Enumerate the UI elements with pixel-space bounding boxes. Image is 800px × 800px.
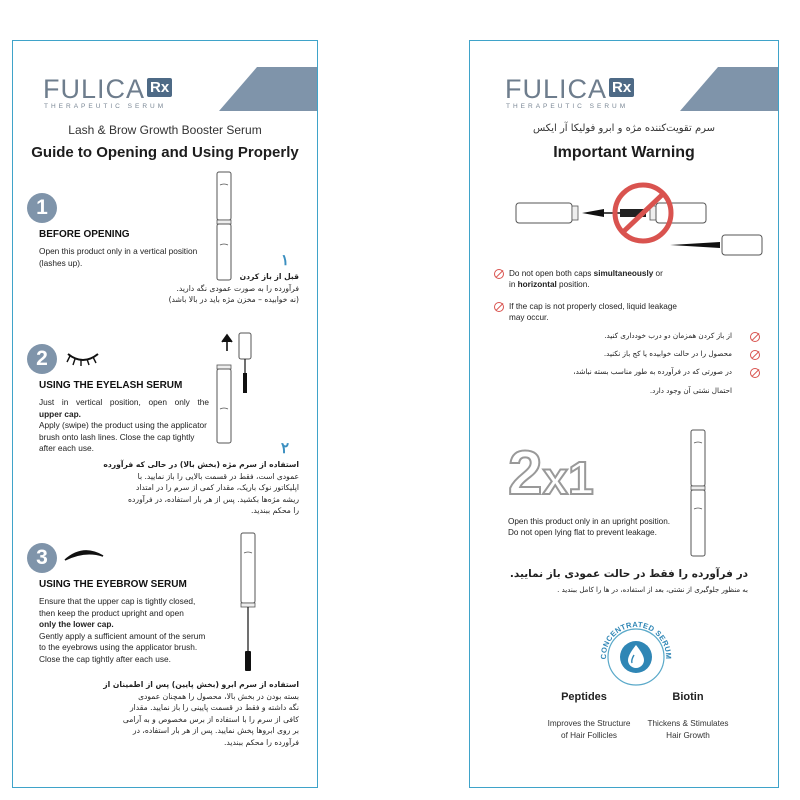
right-subtitle: سرم تقویت‌کننده مژه و ابرو فولیکا آر ایکس [532,123,716,134]
badge-biotin-title: Biotin [672,691,704,703]
no-sign-icon [494,269,504,279]
right-title: Important Warning [553,144,695,161]
brand-rx: Rx [609,78,634,97]
warning-fa-4: احتمال نشتی آن وجود دارد. [649,386,732,395]
step-2-en-text: Just in vertical position, open only the upper cap. Apply (swipe) the product using the applicator brush onto lash lines. Close the cap tightly after each use. [39,397,209,453]
step-3-heading: USING THE EYEBROW SERUM [39,579,187,590]
left-title: Guide to Opening and Using Properly [31,144,299,161]
left-panel [12,40,318,788]
upright-fa-title: در فرآورده را فقط در حالت عمودی باز نمایید. [509,568,748,580]
closed-bottle-illustration [213,171,237,283]
step-3-number: 3 [27,543,57,573]
header-accent-shape [680,67,779,111]
brand-logo [505,74,634,110]
badge-biotin-desc: Thickens & Stimulates Hair Growth [647,719,729,740]
step-2-number: 2 [27,344,57,374]
brand-name: FULICA [505,74,608,104]
svg-text:CONCENTRATED SERUM: CONCENTRATED SERUM [598,619,674,660]
brand-tagline: THERAPEUTIC SERUM [506,103,629,110]
step-2-heading: USING THE EYELASH SERUM [39,380,183,391]
two-in-one-label: 2x1 [508,439,594,508]
step-1-en-text: Open this product only in a vertical position (lashes up). [39,246,198,268]
badge-peptides-title: Peptides [561,691,607,703]
step-1-fa-text: قبل از باز کردن فرآورده را به صورت عمودی نگه دارید. (نه خوابیده – مخزن مژه باید در بالا باشد) [168,272,299,304]
header-accent-shape [219,67,318,111]
concentrated-serum-seal [594,611,678,695]
no-sign-icon [750,368,760,378]
brand-name: FULICA [43,74,146,104]
eyelash-icon [65,349,101,367]
step-3-fa-text: استفاده از سرم ابرو (بخش پایین) پس از اطمینان از بسته بودن در بخش بالا، محصول را همچنان عمودی نگه داشته و فقط در قسمت پایینی را باز نمایید. مقدار کافی از سرم را با استفاده از برس مخصوص و به آرامی بر روی ابروها پخش نمایید. پس از هر بار استفاده، در فرآورده را محکم ببندید. [103,680,299,747]
warning-illustration [510,181,770,263]
step-2-fa-number: ۲ [281,440,290,457]
warning-fa-2: محصول را در حالت خوابیده یا کج باز نکنید. [603,349,732,358]
step-1-number: 1 [27,193,57,223]
left-subtitle: Lash & Brow Growth Booster Serum [68,123,262,137]
warning-en-2: If the cap is not properly closed, liquid leakage may occur. [509,302,677,322]
no-sign-icon [750,332,760,342]
step-1-heading: BEFORE OPENING [39,229,130,240]
badge-peptides-desc: Improves the Structure of Hair Follicles [547,719,631,740]
brand-logo [43,74,172,110]
warning-en-1: Do not open both caps simultaneously or in horizontal position. [509,269,663,289]
warning-fa-3: در صورتی که در فرآورده به طور مناسب بسته نباشد، [573,367,732,376]
step-1-fa-number: ۱ [281,252,290,269]
eyebrow-icon [63,547,105,563]
warning-fa-1: از باز کردن همزمان دو درب خودداری کنید. [604,331,732,340]
upright-en-text: Open this product only in an upright position. Do not open lying flat to prevent leakage. [508,517,671,537]
upright-fa-sub: به منظور جلوگیری از نشتی، بعد از استفاده، در ها را کامل ببندید . [557,586,748,594]
brand-tagline: THERAPEUTIC SERUM [44,103,167,110]
brand-rx: Rx [147,78,172,97]
eyebrow-applicator-illustration [235,531,261,679]
no-sign-icon [750,350,760,360]
step-2-fa-text: استفاده از سرم مژه (بخش بالا) در حالی که فرآورده عمودی است، فقط در قسمت بالایی را باز نمایید. با اپلیکاتور نوک باریک، مقدار کمی از سرم را در امتداد ریشه مژه‌ها بکشید. پس از هر بار استفاده، در فرآورده را محکم ببندید. [103,460,299,515]
right-panel [469,40,779,788]
no-sign-icon [494,302,504,312]
upright-bottle-illustration [686,429,712,559]
step-3-en-text: Ensure that the upper cap is tightly closed, then keep the product upright and open only the lower cap. Gently apply a sufficient amount of the serum to the eyebrows using the applicator brush. Close the cap tightly after each use. [39,596,206,664]
eyelash-applicator-illustration [211,329,259,449]
